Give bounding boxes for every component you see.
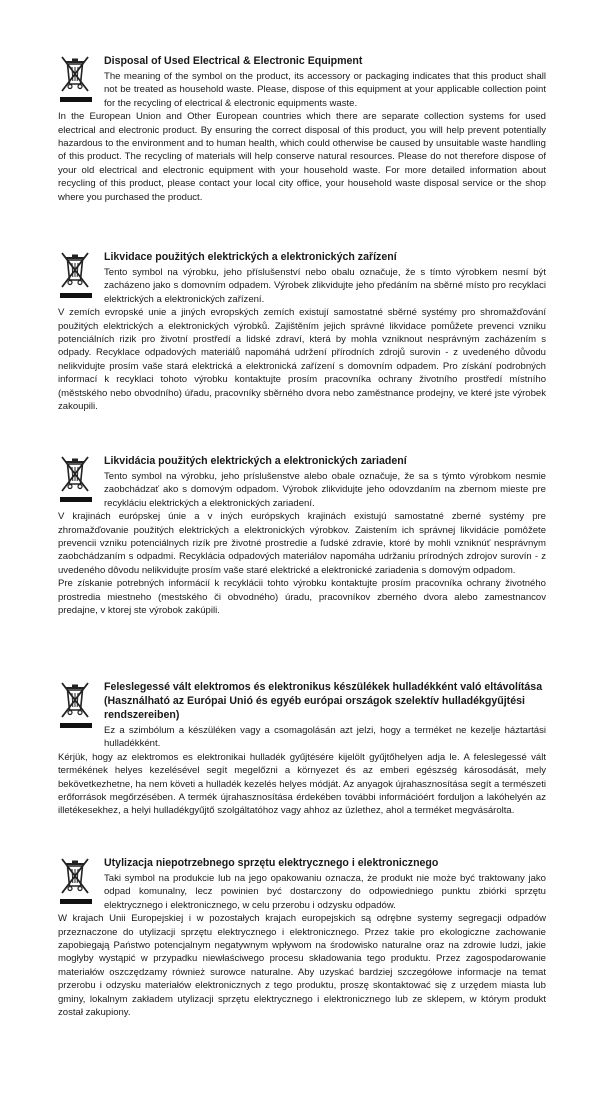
weee-crossed-bin-icon <box>58 680 94 730</box>
section-lead-text: The meaning of the symbol on the product, its accessory or packaging indicates that this product shall not be treated as household waste. Please, dispose of this equipment at your applicable collection point for the recycling of electrical & electronic equipments waste. <box>104 71 546 109</box>
section-slovak <box>58 454 546 674</box>
weee-crossed-bin-icon <box>58 856 94 906</box>
weee-crossed-bin-icon <box>58 454 94 504</box>
section-lead-text: Ez a szimbólum a készüléken vagy a csomagolásán azt jelzi, hogy a terméket ne kezelje háztartási hulladékként. <box>104 725 546 750</box>
section-text <box>58 470 546 577</box>
section-polish <box>58 856 546 1056</box>
section-body-text: W krajach Unii Europejskiej i w pozostałych krajach europejskich są odrębne systemy segregacji odpadów przeznaczone do utylizacji sprzętu elektrycznego i elektronicznego. Przez takie pro ekologiczne zachowanie zapobiegają Państwo potencjalnym negatywnym wpływom na środowisko naturalne oraz na zdrowie ludzi, jakie mogłyby wystąpić w przypadku niewłaściwego procesu składowania tego produktu. Przez zagospodarowanie materiałów oszczędzamy również surowce naturalne. Aby uzyskać bardziej szczegółowe informacje na temat przerobu i odzysku materiałów elektronicznych z tego produktu, proszę skontaktować się z urzędem miasta lub gminy, lokalnym zakładem utylizacji sprzętu elektrycznego i elektronicznego lub ze sklepem, w którym produkt został zakupiony. <box>58 913 546 1019</box>
section-hungarian <box>58 680 546 850</box>
section-body-text: Kérjük, hogy az elektromos es elektronikai hulladék gyűjtésére kijelölt gyűjtőhelyen adja le. A feleslegessé vált termékének helyes kezelésével segít megelőzni a környezet és az emberi egészség károsodását, mely bekövetkezhetne, ha nem követi a hulladék kezelés helyes módját. Az anyagok újrahasznosítása segít a természeti erőforrások megőrzésében. A termék újrahasznosítása érdekében további információért forduljon a lakóhelyén az illetékesekhez, a helyi hulladékgyűjtő szolgáltatóhoz vagy ahhoz az üzlethez, ahol a terméket megvásárolta. <box>58 751 546 817</box>
weee-crossed-bin-icon <box>58 54 94 104</box>
document-page <box>58 54 546 1062</box>
section-title: Disposal of Used Electrical & Electronic Equipment <box>104 55 363 67</box>
section-title: Utylizacja niepotrzebnego sprzętu elektrycznego i elektronicznego <box>104 857 439 869</box>
section-lead-text: Taki symbol na produkcie lub na jego opakowaniu oznacza, że produkt nie może być traktowany jako odpad komunalny, lecz powinien być dostarczony do odpowiedniego punktu zbiórki sprzętu elektrycznego i elektronicznego, w celu przerobu i odzysku odpadów. <box>104 873 546 911</box>
weee-crossed-bin-icon <box>58 250 94 300</box>
section-text <box>58 266 546 413</box>
section-body-text: V zemích evropské unie a jiných evropských zemích existují samostatné sběrné systémy pro shromažďování použitých elektrických a elektronických výrobků. Zajištěním jejich správné likvidace pomůžete prevenci vzniku potenciálních rizik pro životní prostředí a lidské zdraví, která by mohla vzniknout nesprávným zacházením s odpady. Recyklace odpadových materiálů napomáhá udržení přírodních zdrojů surovin - z uvedeného důvodu nelikvidujte prosím vaše stará elektrická a elektronická zařízení s domovním odpadem. Pro získání podrobných informací k recyklaci tohoto výrobku kontaktujte prosím pracovníka ochrany životního prostředí místního (městského nebo obvodního) úřadu, pracovníky sběrného dvora nebo zaměstnance prodejny, ve které jste výrobek zakoupili. <box>58 307 546 413</box>
section-extra-text: Pre získanie potrebných informácií k recyklácii tohto výrobku kontaktujte prosím pracovníka ochrany životného prostredia miestneho (mestského či obvodného) úradu, pracovníkov zberného dvora alebo zamestnancov predajne, v ktorej ste výrobok zakúpili. <box>58 578 546 617</box>
section-title: Likvidácia použitých elektrických a elektronických zariadení <box>104 455 407 467</box>
section-english <box>58 54 546 244</box>
section-lead-text: Tento symbol na výrobku, jeho príslušenstve alebo obale označuje, že sa s týmto výrobkom nesmie zaobchádzať ako s domovým odpadom. Výrobok zlikvidujte jeho odovzdaním na zbernom mieste pre recykláciu elektrických a elektronických zariadení. <box>104 471 546 509</box>
section-lead-text: Tento symbol na výrobku, jeho příslušenství nebo obalu označuje, že s tímto výrobkem nesmí být zacházeno jako s domovním odpadem. Výrobek zlikvidujte jeho předáním na sběrné místo pro recyklaci elektrických a elektronických zařízení. <box>104 267 546 305</box>
section-body-text: V krajinách európskej únie a v iných európskych krajinách existujú samostatné zberné systémy pre zhromažďovanie použitých elektrických a elektronických výrobkov. Zaistením ich správnej likvidácie pomôžete prevencii vzniku potenciálnych rizík pre životné prostredie a ľudské zdravie, ktoré by mohli vzniknúť nesprávnym zaobchádzaním s odpadmi. Recyklácia odpadových materiálov napomáha udržaniu prírodných zdrojov surovín - z uvedeného dôvodu nelikvidujte prosím vaše staré elektrické a elektronické zariadenia s domovým odpadom. <box>58 511 546 576</box>
section-title: Likvidace použitých elektrických a elektronických zařízení <box>104 251 397 263</box>
section-title: Feleslegessé vált elektromos és elektronikus készülékek hulladékként való eltávolítása (Használható az Európai Unió és egyéb európai országok szelektív hulladékgyűjtési rendszereiben) <box>104 681 543 721</box>
section-text <box>58 872 546 1019</box>
section-text <box>58 70 546 204</box>
section-body-text: In the European Union and Other European countries which there are separate collection systems for used electrical and electronic product. By ensuring the correct disposal of this product, you will help prevent potentially hazardous to the environment and to human health, which could otherwise be caused by unsuitable waste handling of this product. The recycling of materials will help conserve natural resources. Please do not therefore dispose of your old electrical and electronic equipment with your household waste. For more detailed information about recycling of this product, please contact your local city office, your household waste disposal service or the shop where you purchased the product. <box>58 111 546 203</box>
section-czech <box>58 250 546 448</box>
section-text <box>58 724 546 818</box>
